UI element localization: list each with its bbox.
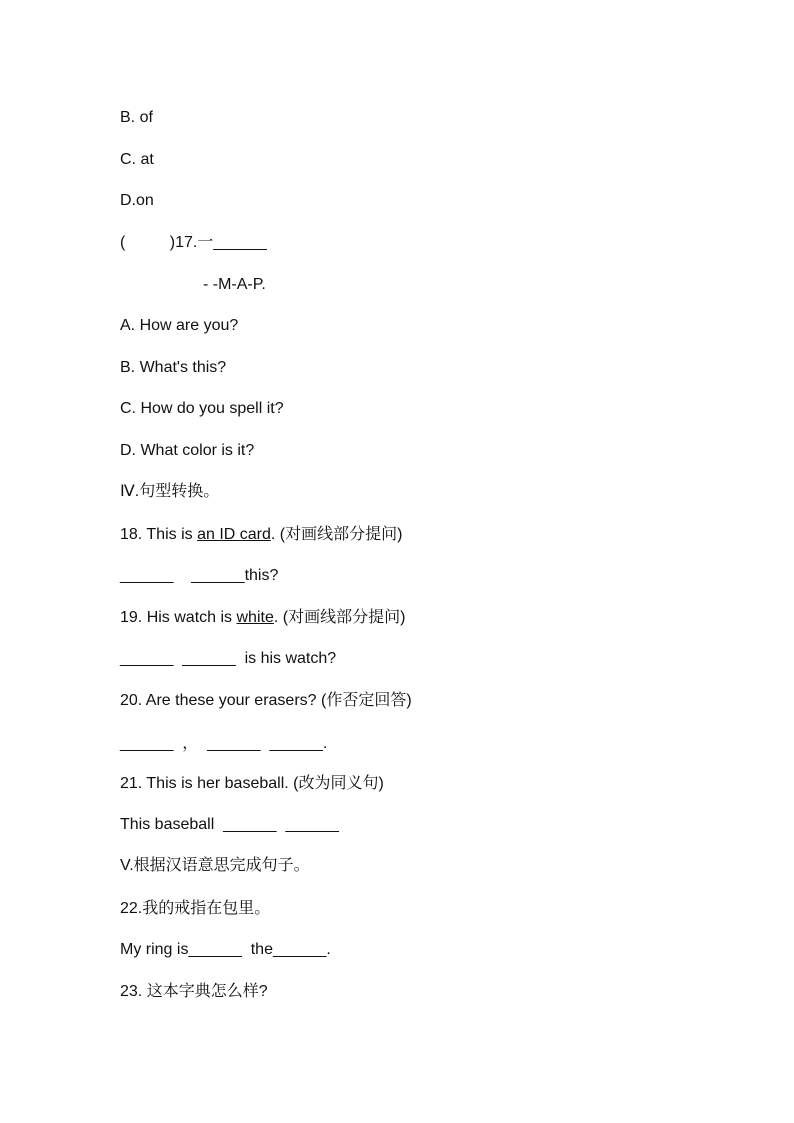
answer-22: My ring is______ the______.: [120, 941, 331, 958]
option-d-what-color: D. What color is it?: [120, 442, 255, 459]
question-18-pre: 18. This is: [120, 526, 198, 543]
answer-19: ______ ______ is his watch?: [120, 650, 337, 667]
question-19-post: . (对画线部分提问): [273, 609, 406, 626]
question-19-underlined: white: [236, 609, 274, 626]
question-22: 22.我的戒指在包里。: [120, 900, 271, 917]
question-17: ( )17.一______: [120, 234, 267, 251]
question-18-post: . (对画线部分提问): [270, 526, 403, 543]
question-23: 23. 这本字典怎么样?: [120, 983, 268, 1000]
question-21: 21. This is her baseball. (改为同义句): [120, 775, 384, 792]
question-18: [120, 525, 402, 545]
option-d-on: D.on: [120, 192, 154, 209]
answer-18: ______ ______this?: [120, 567, 279, 584]
option-a-how-are-you: A. How are you?: [120, 317, 239, 334]
option-b-of: B. of: [120, 109, 153, 126]
option-b-whats-this: B. What's this?: [120, 359, 227, 376]
question-20: 20. Are these your erasers? (作否定回答): [120, 692, 412, 709]
option-c-spell-it: C. How do you spell it?: [120, 400, 284, 417]
question-19-pre: 19. His watch is: [120, 609, 237, 626]
question-18-underlined: an ID card: [197, 526, 271, 543]
answer-21: This baseball ______ ______: [120, 816, 339, 833]
section-v-heading: V.根据汉语意思完成句子。: [120, 857, 310, 874]
question-17-response: - -M-A-P.: [203, 276, 266, 293]
option-c-at: C. at: [120, 151, 154, 168]
answer-20: ______ ， ______ ______.: [120, 735, 328, 752]
question-19: [120, 608, 405, 628]
section-iv-heading: Ⅳ.句型转换。: [120, 483, 220, 500]
